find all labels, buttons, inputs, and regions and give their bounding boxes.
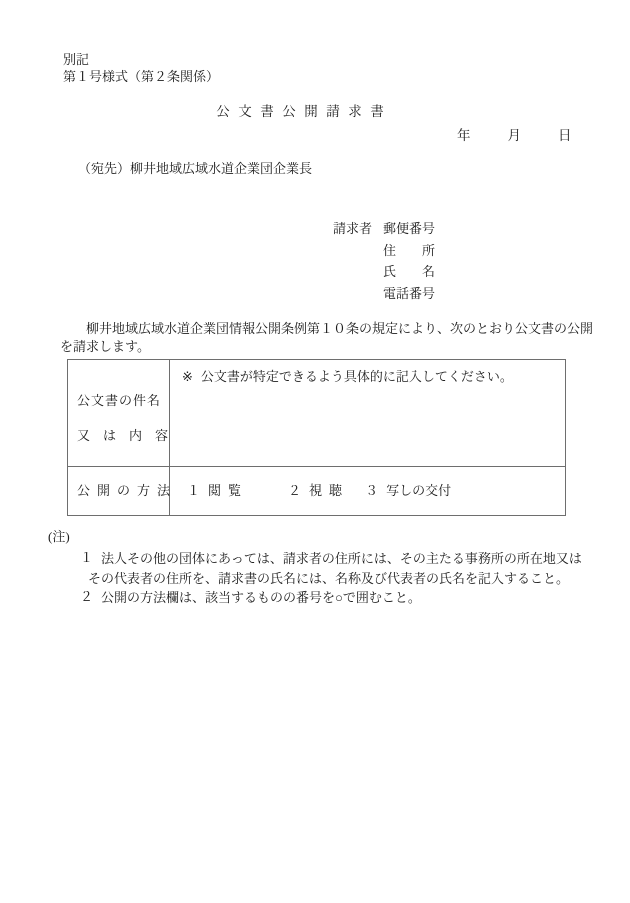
date-month-label: 月 xyxy=(507,128,521,143)
option-copy xyxy=(365,482,451,500)
date-line xyxy=(457,127,572,145)
table-row-method xyxy=(68,467,565,515)
requester-field-name: 氏 名 xyxy=(383,264,436,279)
request-statement: 柳井地域広域水道企業団情報公開条例第１０条の規定により、次のとおり公文書の公開を請求します。 xyxy=(60,321,594,354)
note-1-text: 法人その他の団体にあっては、請求者の住所には、その主たる事務所の所在地又はその代表者の住所を、請求書の氏名には、名称及び代表者の氏名を記入すること。 xyxy=(88,551,582,586)
fill-instruction-text: 公文書が特定できるよう具体的に記入してください。 xyxy=(200,369,513,384)
option-viewing-label: 視聴 xyxy=(309,483,350,498)
subject-header-line2: 又は内容 xyxy=(77,428,182,443)
request-form-table xyxy=(67,359,566,516)
form-annotation: 別記 xyxy=(63,52,90,67)
requester-field-phone: 電話番号 xyxy=(383,285,436,301)
addressee-line: （宛先）柳井地域広域水道企業団企業長 xyxy=(78,161,313,176)
requester-fields xyxy=(383,218,435,304)
page-title: 公文書公開請求書 xyxy=(216,104,393,119)
option-viewing-number: ２ xyxy=(288,483,302,498)
form-style-number: 第１号様式（第２条関係） xyxy=(63,69,220,84)
subject-header-cell xyxy=(68,360,182,466)
option-inspection xyxy=(187,482,248,500)
note-1-number: １ xyxy=(80,550,94,565)
subject-header-line1: 公文書の件名 xyxy=(77,393,162,408)
method-options-cell xyxy=(170,467,565,515)
option-copy-label: 写しの交付 xyxy=(386,483,452,498)
method-header-label: 公開の方法 xyxy=(77,483,178,498)
note-2-text: 公開の方法欄は、該当するものの番号を○で囲むこと。 xyxy=(101,590,421,605)
requester-field-address: 住 所 xyxy=(383,242,436,258)
method-header-cell xyxy=(68,467,178,515)
requester-field-postal-code: 郵便番号 xyxy=(383,221,436,236)
notes-heading: (注) xyxy=(48,529,70,544)
subject-content-cell xyxy=(170,360,565,466)
date-year-label: 年 xyxy=(457,128,471,143)
fill-instruction-line xyxy=(182,367,557,387)
note-2-number: ２ xyxy=(80,589,94,604)
option-inspection-number: １ xyxy=(187,483,201,498)
option-inspection-label: 閲覧 xyxy=(208,483,249,498)
option-viewing xyxy=(288,482,349,500)
date-day-label: 日 xyxy=(558,128,572,143)
requester-label: 請求者 xyxy=(333,221,373,236)
table-row-subject xyxy=(68,360,565,467)
option-copy-number: ３ xyxy=(365,483,379,498)
reference-mark: ※ xyxy=(182,369,193,384)
